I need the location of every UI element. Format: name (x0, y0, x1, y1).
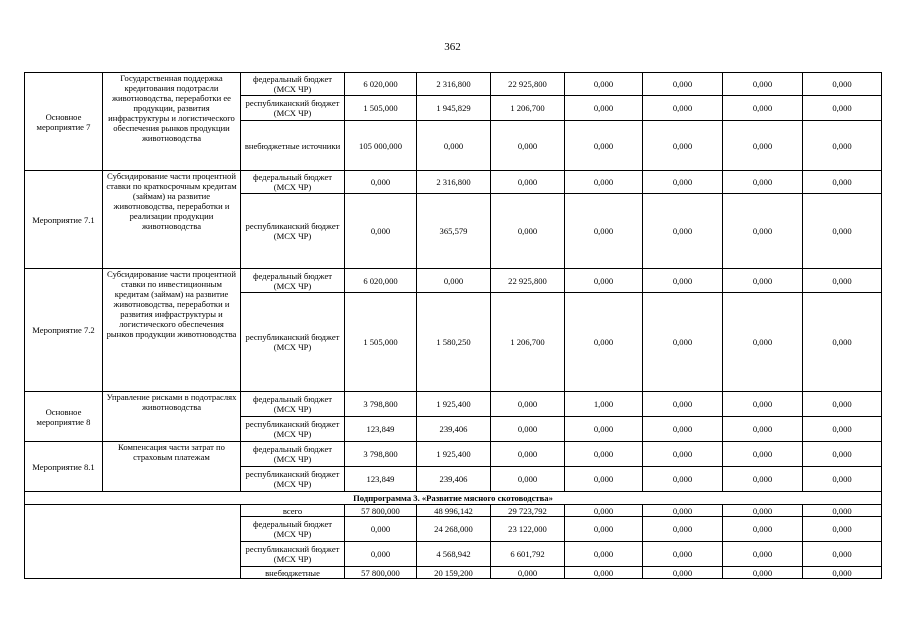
source-cell: федеральный бюджет (МСХ ЧР) (241, 392, 345, 417)
value-cell: 24 268,000 (417, 517, 491, 542)
value-cell: 0,000 (491, 442, 565, 467)
value-cell: 2 316,800 (417, 171, 491, 194)
value-cell: 0,000 (643, 194, 723, 269)
source-cell: федеральный бюджет (МСХ ЧР) (241, 269, 345, 293)
value-cell: 0,000 (491, 567, 565, 579)
value-cell: 57 800,000 (345, 567, 417, 579)
value-cell: 0,000 (723, 73, 803, 96)
value-cell: 0,000 (491, 194, 565, 269)
value-cell: 0,000 (803, 505, 882, 517)
value-cell: 1 925,400 (417, 392, 491, 417)
row-name: Компенсация части затрат по страховым платежам (103, 442, 241, 492)
value-cell: 1 580,250 (417, 293, 491, 392)
value-cell: 0,000 (723, 293, 803, 392)
value-cell: 0,000 (345, 517, 417, 542)
value-cell: 0,000 (565, 567, 643, 579)
value-cell: 0,000 (565, 467, 643, 492)
value-cell: 0,000 (643, 567, 723, 579)
value-cell: 0,000 (345, 194, 417, 269)
value-cell: 0,000 (565, 293, 643, 392)
value-cell: 0,000 (643, 293, 723, 392)
value-cell: 239,406 (417, 417, 491, 442)
subprogram-empty-cell (25, 505, 241, 579)
value-cell: 0,000 (565, 517, 643, 542)
row-label: Мероприятие 8.1 (25, 442, 103, 492)
value-cell: 0,000 (643, 96, 723, 121)
value-cell: 0,000 (643, 505, 723, 517)
value-cell: 0,000 (643, 442, 723, 467)
value-cell: 0,000 (723, 417, 803, 442)
value-cell: 0,000 (803, 293, 882, 392)
value-cell: 23 122,000 (491, 517, 565, 542)
value-cell: 1 505,000 (345, 293, 417, 392)
value-cell: 0,000 (803, 392, 882, 417)
value-cell: 0,000 (345, 171, 417, 194)
value-cell: 3 798,800 (345, 392, 417, 417)
value-cell: 0,000 (643, 542, 723, 567)
page-number: 362 (444, 41, 461, 53)
value-cell: 0,000 (643, 517, 723, 542)
value-cell: 0,000 (803, 442, 882, 467)
value-cell: 0,000 (803, 467, 882, 492)
value-cell: 0,000 (565, 73, 643, 96)
value-cell: 0,000 (643, 392, 723, 417)
source-cell: федеральный бюджет (МСХ ЧР) (241, 73, 345, 96)
value-cell: 57 800,000 (345, 505, 417, 517)
value-cell: 0,000 (723, 96, 803, 121)
subprogram-title: Подпрограмма 3. «Развитие мясного скотоводства» (25, 492, 882, 505)
table-row (25, 171, 882, 194)
value-cell: 0,000 (491, 417, 565, 442)
value-cell: 0,000 (643, 121, 723, 171)
value-cell: 0,000 (491, 171, 565, 194)
value-cell: 1 925,400 (417, 442, 491, 467)
value-cell: 0,000 (803, 269, 882, 293)
value-cell: 1,000 (565, 392, 643, 417)
value-cell: 0,000 (565, 194, 643, 269)
source-cell: федеральный бюджет (МСХ ЧР) (241, 171, 345, 194)
value-cell: 0,000 (723, 171, 803, 194)
value-cell: 0,000 (723, 542, 803, 567)
value-cell: 1 945,829 (417, 96, 491, 121)
table-row (25, 442, 882, 467)
row-name: Субсидирование части процентной ставки по краткосрочным кредитам (займам) на развитие животноводства, переработки и реализации продукции животноводства (103, 171, 241, 269)
row-name: Субсидирование части процентной ставки по инвестиционным кредитам (займам) на развитие животноводства, переработки и развития инфраструктуры и логистического обеспечения рынков продукции животноводства (103, 269, 241, 392)
row-label: Основное мероприятие 8 (25, 392, 103, 442)
row-name: Государственная поддержка кредитования подотрасли животноводства, переработки ее продукции, развития инфраструктуры и логистического обеспечения рынков продукции животноводства (103, 73, 241, 171)
value-cell: 0,000 (565, 171, 643, 194)
value-cell: 0,000 (417, 121, 491, 171)
value-cell: 22 925,800 (491, 73, 565, 96)
source-cell: республиканский бюджет (МСХ ЧР) (241, 467, 345, 492)
source-cell: республиканский бюджет (МСХ ЧР) (241, 417, 345, 442)
value-cell: 0,000 (723, 567, 803, 579)
value-cell: 22 925,800 (491, 269, 565, 293)
value-cell: 365,579 (417, 194, 491, 269)
value-cell: 0,000 (491, 121, 565, 171)
value-cell: 0,000 (803, 542, 882, 567)
value-cell: 0,000 (565, 96, 643, 121)
source-cell: всего (241, 505, 345, 517)
value-cell: 0,000 (491, 392, 565, 417)
value-cell: 0,000 (723, 392, 803, 417)
value-cell: 0,000 (723, 467, 803, 492)
value-cell: 0,000 (643, 269, 723, 293)
value-cell: 239,406 (417, 467, 491, 492)
value-cell: 0,000 (643, 73, 723, 96)
value-cell: 0,000 (723, 194, 803, 269)
value-cell: 0,000 (803, 96, 882, 121)
value-cell: 0,000 (565, 417, 643, 442)
source-cell: федеральный бюджет (МСХ ЧР) (241, 442, 345, 467)
value-cell: 0,000 (723, 517, 803, 542)
value-cell: 0,000 (417, 269, 491, 293)
row-label: Мероприятие 7.1 (25, 171, 103, 269)
row-label: Мероприятие 7.2 (25, 269, 103, 392)
value-cell: 6 020,000 (345, 269, 417, 293)
value-cell: 0,000 (643, 467, 723, 492)
source-cell: республиканский бюджет (МСХ ЧР) (241, 96, 345, 121)
source-cell: республиканский бюджет (МСХ ЧР) (241, 194, 345, 269)
table-row (25, 492, 882, 505)
value-cell: 20 159,200 (417, 567, 491, 579)
value-cell: 0,000 (723, 505, 803, 517)
value-cell: 0,000 (565, 542, 643, 567)
source-cell: внебюджетные (241, 567, 345, 579)
row-name: Управление рисками в подотраслях животноводства (103, 392, 241, 442)
value-cell: 0,000 (565, 505, 643, 517)
value-cell: 0,000 (491, 467, 565, 492)
value-cell: 3 798,800 (345, 442, 417, 467)
table-row (25, 392, 882, 417)
value-cell: 0,000 (803, 194, 882, 269)
value-cell: 0,000 (723, 269, 803, 293)
value-cell: 1 206,700 (491, 293, 565, 392)
value-cell: 2 316,800 (417, 73, 491, 96)
budget-table (24, 72, 882, 579)
value-cell: 0,000 (803, 517, 882, 542)
source-cell: внебюджетные источники (241, 121, 345, 171)
value-cell: 0,000 (803, 121, 882, 171)
table-row (25, 73, 882, 96)
value-cell: 0,000 (803, 171, 882, 194)
value-cell: 0,000 (565, 269, 643, 293)
value-cell: 0,000 (643, 171, 723, 194)
value-cell: 0,000 (565, 442, 643, 467)
value-cell: 105 000,000 (345, 121, 417, 171)
value-cell: 6 020,000 (345, 73, 417, 96)
value-cell: 0,000 (723, 121, 803, 171)
value-cell: 0,000 (723, 442, 803, 467)
value-cell: 29 723,792 (491, 505, 565, 517)
table-row (25, 505, 882, 517)
value-cell: 1 505,000 (345, 96, 417, 121)
value-cell: 123,849 (345, 417, 417, 442)
source-cell: республиканский бюджет (МСХ ЧР) (241, 542, 345, 567)
value-cell: 0,000 (803, 73, 882, 96)
value-cell: 0,000 (565, 121, 643, 171)
row-label: Основное мероприятие 7 (25, 73, 103, 171)
value-cell: 0,000 (803, 417, 882, 442)
table-row (25, 269, 882, 293)
value-cell: 0,000 (643, 417, 723, 442)
source-cell: республиканский бюджет (МСХ ЧР) (241, 293, 345, 392)
value-cell: 6 601,792 (491, 542, 565, 567)
value-cell: 0,000 (803, 567, 882, 579)
value-cell: 4 568,942 (417, 542, 491, 567)
value-cell: 48 996,142 (417, 505, 491, 517)
value-cell: 1 206,700 (491, 96, 565, 121)
source-cell: федеральный бюджет (МСХ ЧР) (241, 517, 345, 542)
value-cell: 0,000 (345, 542, 417, 567)
value-cell: 123,849 (345, 467, 417, 492)
